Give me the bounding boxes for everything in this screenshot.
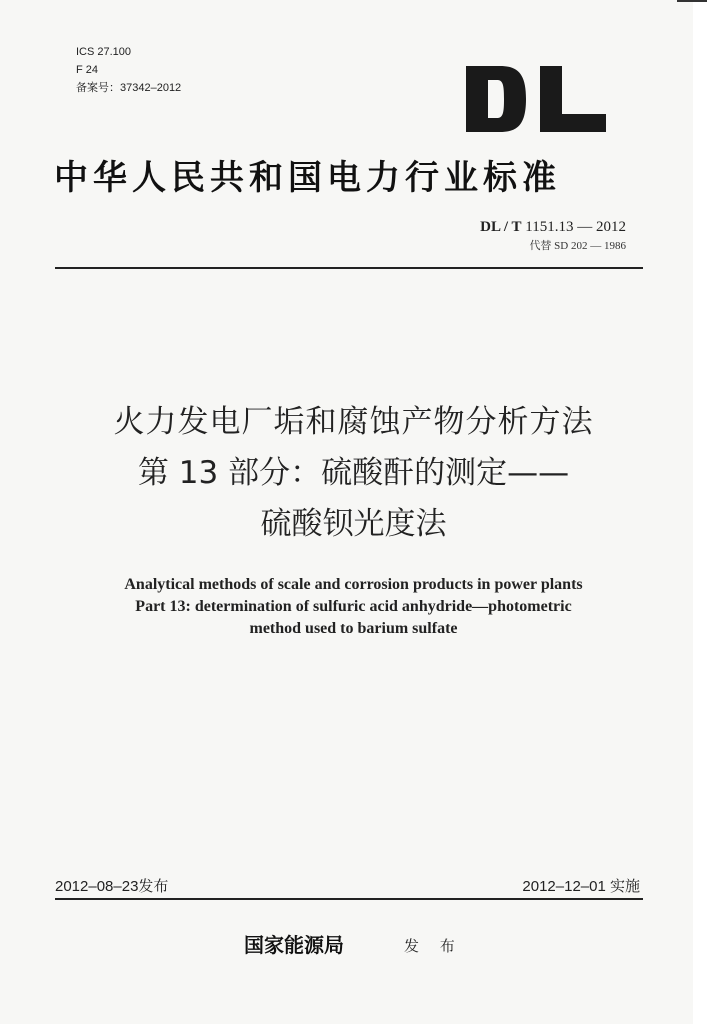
ics-code: ICS 27.100 <box>76 46 132 58</box>
publish-label: 发 布 <box>404 937 463 955</box>
logo-letter-d <box>466 66 526 132</box>
chinese-title-line-1: 火力发电厂垢和腐蚀产物分析方法 <box>113 404 594 440</box>
dl-logo <box>466 66 606 132</box>
class-code: F 24 <box>76 64 99 76</box>
publisher-name: 国家能源局 <box>244 933 344 957</box>
standard-code-prefix: DL / T <box>480 219 522 235</box>
issue-date: 2012–08–23发布 <box>55 878 169 895</box>
footer-rule <box>55 898 643 900</box>
standard-number <box>480 218 626 236</box>
header-rule <box>55 267 643 269</box>
chinese-title-line-2: 第 13 部分：硫酸酐的测定—— <box>137 455 570 491</box>
effective-date: 2012–12–01 实施 <box>522 878 640 895</box>
corner-mark <box>677 0 707 2</box>
logo-letter-l <box>540 66 606 132</box>
english-title-line-3: method used to barium sulfate <box>249 620 458 637</box>
chinese-title-line-3: 硫酸钡光度法 <box>260 506 447 542</box>
standard-code-number: 1151.13 — 2012 <box>525 219 626 235</box>
industry-standard-title: 中华人民共和国电力行业标准 <box>54 158 561 198</box>
replaces-standard: 代替 SD 202 — 1986 <box>529 240 626 252</box>
filing-number: 备案号：37342–2012 <box>76 82 182 94</box>
english-title-line-2: Part 13: determination of sulfuric acid anhydride—photometric <box>135 598 572 615</box>
english-title-line-1: Analytical methods of scale and corrosion products in power plants <box>124 576 583 593</box>
classification-block <box>76 43 181 97</box>
